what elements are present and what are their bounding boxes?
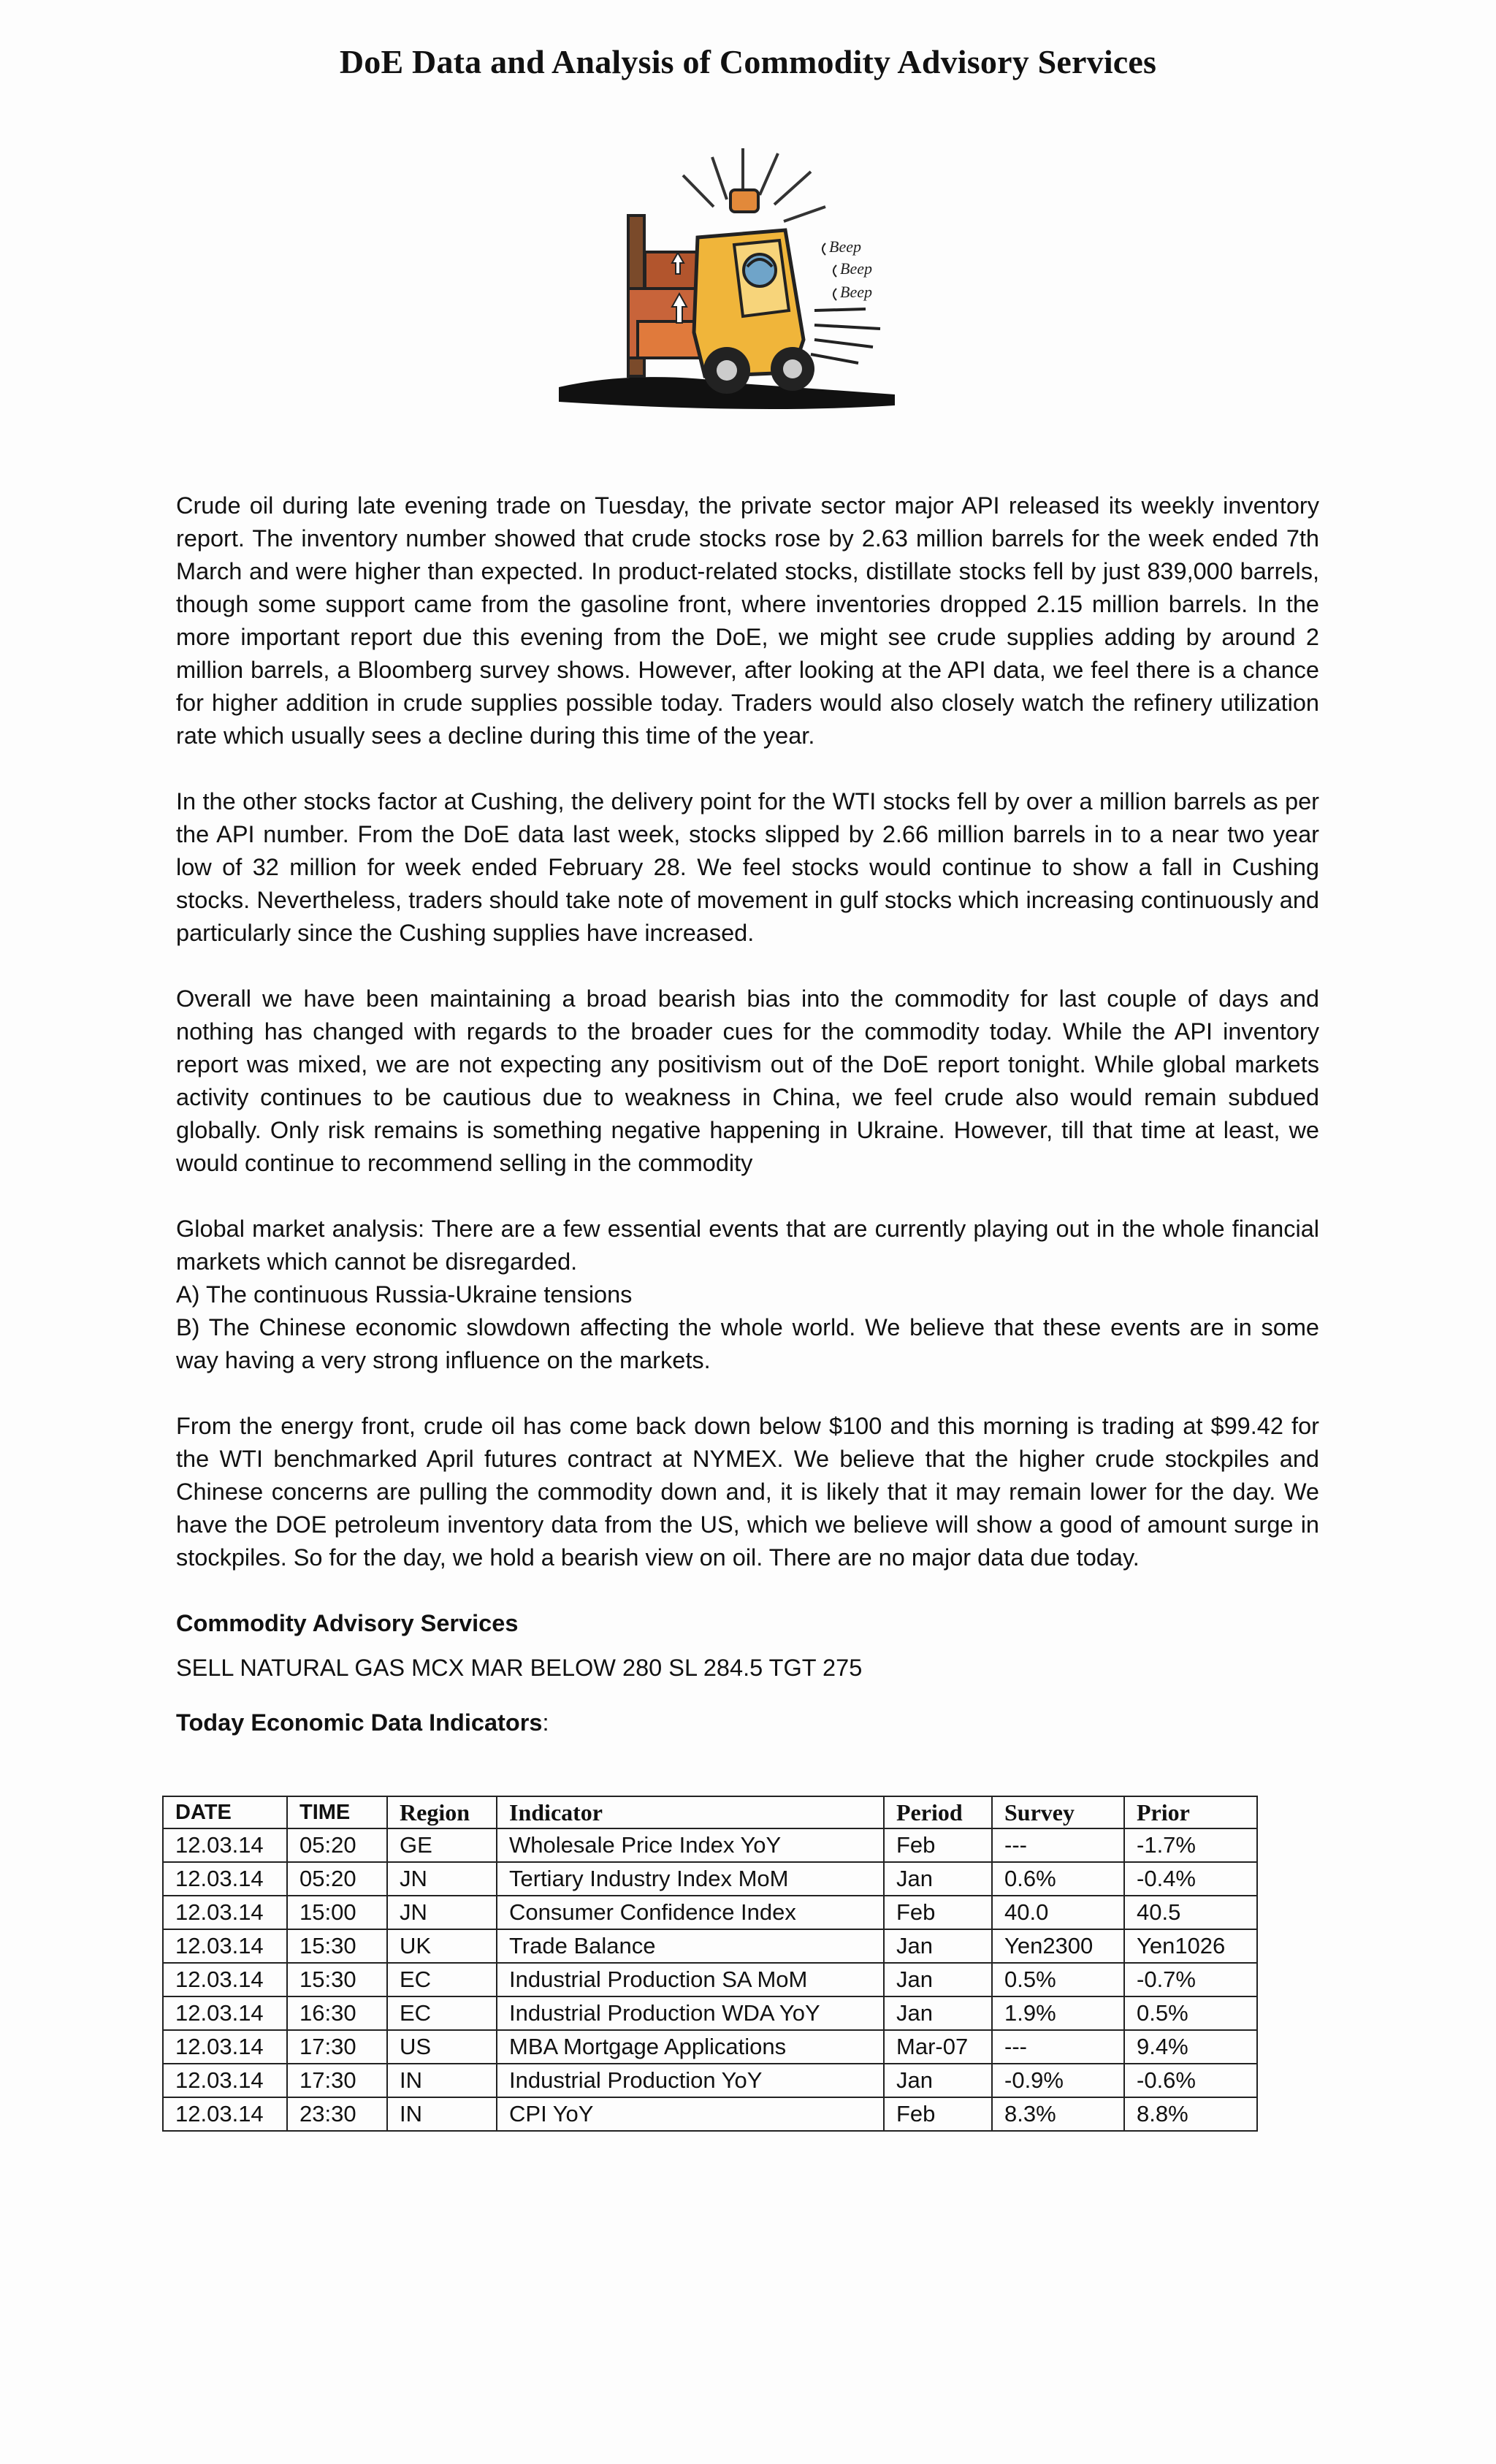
cell-date: 12.03.14 bbox=[163, 1929, 287, 1963]
cell-time: 15:30 bbox=[287, 1929, 387, 1963]
cell-survey: 0.5% bbox=[992, 1963, 1124, 1996]
forklift-icon bbox=[552, 142, 931, 442]
cell-prior: 0.5% bbox=[1124, 1996, 1257, 2030]
beep-text-3: Beep bbox=[840, 283, 872, 301]
page-title: DoE Data and Analysis of Commodity Advisory Services bbox=[339, 43, 1157, 80]
cell-period: Feb bbox=[884, 1828, 992, 1862]
global-analysis-point-b: B) The Chinese economic slowdown affecting the whole world. We believe that these events are in some way having a very strong influence on the markets. bbox=[176, 1314, 1319, 1373]
table-row bbox=[163, 1929, 1257, 1963]
cell-prior: -0.7% bbox=[1124, 1963, 1257, 1996]
cell-indicator: Tertiary Industry Index MoM bbox=[497, 1862, 884, 1896]
cell-prior: 40.5 bbox=[1124, 1896, 1257, 1929]
beep-text-1: Beep bbox=[829, 237, 861, 256]
col-header-indicator: Indicator bbox=[497, 1796, 884, 1828]
paragraph-api-report: Crude oil during late evening trade on Tuesday, the private sector major API released its weekly inventory report. The inventory number showed that crude stocks rose by 2.63 million barrels for the week ended 7th March and were higher than expected. In product-related stocks, distillate stocks fell by just 839,000 barrels, though some support came from the gasoline front, where inventories dropped 2.15 million barrels. In the more important report due this evening from the DoE, we might see crude supplies adding by around 2 million barrels, a Bloomberg survey shows. However, after looking at the API data, we feel there is a chance for higher addition in crude supplies possible today. Traders would also closely watch the refinery utilization rate which usually sees a decline during this time of the year. bbox=[176, 492, 1319, 749]
cell-survey: -0.9% bbox=[992, 2064, 1124, 2097]
article-body bbox=[176, 489, 1319, 1739]
table-row bbox=[163, 1896, 1257, 1929]
cell-survey: 0.6% bbox=[992, 1862, 1124, 1896]
econ-table-heading-colon: : bbox=[542, 1709, 549, 1736]
cell-indicator: MBA Mortgage Applications bbox=[497, 2030, 884, 2064]
cell-period: Jan bbox=[884, 1963, 992, 1996]
cell-time: 23:30 bbox=[287, 2097, 387, 2131]
cell-indicator: Industrial Production YoY bbox=[497, 2064, 884, 2097]
cell-indicator: Consumer Confidence Index bbox=[497, 1896, 884, 1929]
cell-time: 05:20 bbox=[287, 1828, 387, 1862]
econ-table-heading-text: Today Economic Data Indicators bbox=[176, 1709, 543, 1736]
global-analysis-point-a: A) The continuous Russia-Ukraine tensions bbox=[176, 1281, 633, 1308]
cell-period: Feb bbox=[884, 2097, 992, 2131]
cell-region: US bbox=[387, 2030, 497, 2064]
forklift-beep-illustration bbox=[552, 142, 931, 442]
cell-period: Jan bbox=[884, 2064, 992, 2097]
col-header-date: DATE bbox=[163, 1796, 287, 1828]
cell-survey: 40.0 bbox=[992, 1896, 1124, 1929]
cell-period: Jan bbox=[884, 1862, 992, 1896]
paragraph-bearish-bias: Overall we have been maintaining a broad bearish bias into the commodity for last couple of days and nothing has changed with regards to the broader cues for the commodity today. While the API inventory report was mixed, we are not expecting any positivism out of the DoE report tonight. While global markets activity continues to be cautious due to weakness in China, we feel crude also would remain subdued globally. Only risk remains is something negative happening in Ukraine. However, till that time at least, we would continue to recommend selling in the commodity bbox=[176, 985, 1319, 1176]
table-header-row bbox=[163, 1796, 1257, 1828]
cell-indicator: Trade Balance bbox=[497, 1929, 884, 1963]
cell-date: 12.03.14 bbox=[163, 1996, 287, 2030]
cell-prior: 9.4% bbox=[1124, 2030, 1257, 2064]
cell-survey: --- bbox=[992, 2030, 1124, 2064]
table-row bbox=[163, 1963, 1257, 1996]
trade-signal: SELL NATURAL GAS MCX MAR BELOW 280 SL 284.5 TGT 275 bbox=[176, 1655, 863, 1681]
paragraph-energy-front: From the energy front, crude oil has come back down below $100 and this morning is trading at $99.42 for the WTI benchmarked April futures contract at NYMEX. We believe that the higher crude stockpiles and Chinese concerns are pulling the commodity down and, it is likely that it may remain lower for the day. We have the DOE petroleum inventory data from the US, which we believe will show a good of amount surge in stockpiles. So for the day, we hold a bearish view on oil. There are no major data due today. bbox=[176, 1413, 1319, 1571]
cell-survey: --- bbox=[992, 1828, 1124, 1862]
table-row bbox=[163, 2064, 1257, 2097]
cell-time: 05:20 bbox=[287, 1862, 387, 1896]
cell-region: IN bbox=[387, 2064, 497, 2097]
economic-data-table bbox=[162, 1796, 1258, 2132]
cell-date: 12.03.14 bbox=[163, 1896, 287, 1929]
col-header-period: Period bbox=[884, 1796, 992, 1828]
paragraph-cushing-stocks: In the other stocks factor at Cushing, the delivery point for the WTI stocks fell by over a million barrels as per the API number. From the DoE data last week, stocks slipped by 2.66 million barrels in to a near two year low of 32 million for week ended February 28. We feel stocks would continue to show a fall in Cushing stocks. Nevertheless, traders should take note of movement in gulf stocks which increasing continuously and particularly since the Cushing supplies have increased. bbox=[176, 788, 1319, 946]
cell-date: 12.03.14 bbox=[163, 1828, 287, 1862]
table-body bbox=[163, 1828, 1257, 2131]
table-row bbox=[163, 1996, 1257, 2030]
cell-period: Jan bbox=[884, 1929, 992, 1963]
cell-time: 17:30 bbox=[287, 2030, 387, 2064]
col-header-prior: Prior bbox=[1124, 1796, 1257, 1828]
cell-prior: -0.6% bbox=[1124, 2064, 1257, 2097]
cell-region: JN bbox=[387, 1896, 497, 1929]
col-header-time: TIME bbox=[287, 1796, 387, 1828]
cell-date: 12.03.14 bbox=[163, 2064, 287, 2097]
cell-period: Jan bbox=[884, 1996, 992, 2030]
table-row bbox=[163, 1828, 1257, 1862]
table-row bbox=[163, 2097, 1257, 2131]
global-analysis-intro: Global market analysis: There are a few essential events that are currently playing out in the whole financial markets which cannot be disregarded. bbox=[176, 1216, 1319, 1275]
cell-time: 15:00 bbox=[287, 1896, 387, 1929]
cell-region: EC bbox=[387, 1996, 497, 2030]
cell-time: 16:30 bbox=[287, 1996, 387, 2030]
cell-prior: Yen1026 bbox=[1124, 1929, 1257, 1963]
cell-time: 15:30 bbox=[287, 1963, 387, 1996]
econ-table-heading bbox=[176, 1706, 1319, 1739]
cell-survey: Yen2300 bbox=[992, 1929, 1124, 1963]
table-row bbox=[163, 2030, 1257, 2064]
cell-region: UK bbox=[387, 1929, 497, 1963]
col-header-region: Region bbox=[387, 1796, 497, 1828]
cell-region: IN bbox=[387, 2097, 497, 2131]
cell-indicator: Wholesale Price Index YoY bbox=[497, 1828, 884, 1862]
cell-region: EC bbox=[387, 1963, 497, 1996]
cell-period: Mar-07 bbox=[884, 2030, 992, 2064]
col-header-survey: Survey bbox=[992, 1796, 1124, 1828]
cell-region: JN bbox=[387, 1862, 497, 1896]
cell-prior: -0.4% bbox=[1124, 1862, 1257, 1896]
cell-indicator: Industrial Production WDA YoY bbox=[497, 1996, 884, 2030]
cell-period: Feb bbox=[884, 1896, 992, 1929]
beep-text-2: Beep bbox=[840, 259, 872, 278]
cell-indicator: Industrial Production SA MoM bbox=[497, 1963, 884, 1996]
table-row bbox=[163, 1862, 1257, 1896]
cell-time: 17:30 bbox=[287, 2064, 387, 2097]
cell-survey: 8.3% bbox=[992, 2097, 1124, 2131]
cell-date: 12.03.14 bbox=[163, 2030, 287, 2064]
cell-date: 12.03.14 bbox=[163, 2097, 287, 2131]
cell-date: 12.03.14 bbox=[163, 1862, 287, 1896]
cell-indicator: CPI YoY bbox=[497, 2097, 884, 2131]
cell-survey: 1.9% bbox=[992, 1996, 1124, 2030]
cell-region: GE bbox=[387, 1828, 497, 1862]
cell-date: 12.03.14 bbox=[163, 1963, 287, 1996]
cell-prior: 8.8% bbox=[1124, 2097, 1257, 2131]
cell-prior: -1.7% bbox=[1124, 1828, 1257, 1862]
advisory-heading: Commodity Advisory Services bbox=[176, 1610, 519, 1636]
